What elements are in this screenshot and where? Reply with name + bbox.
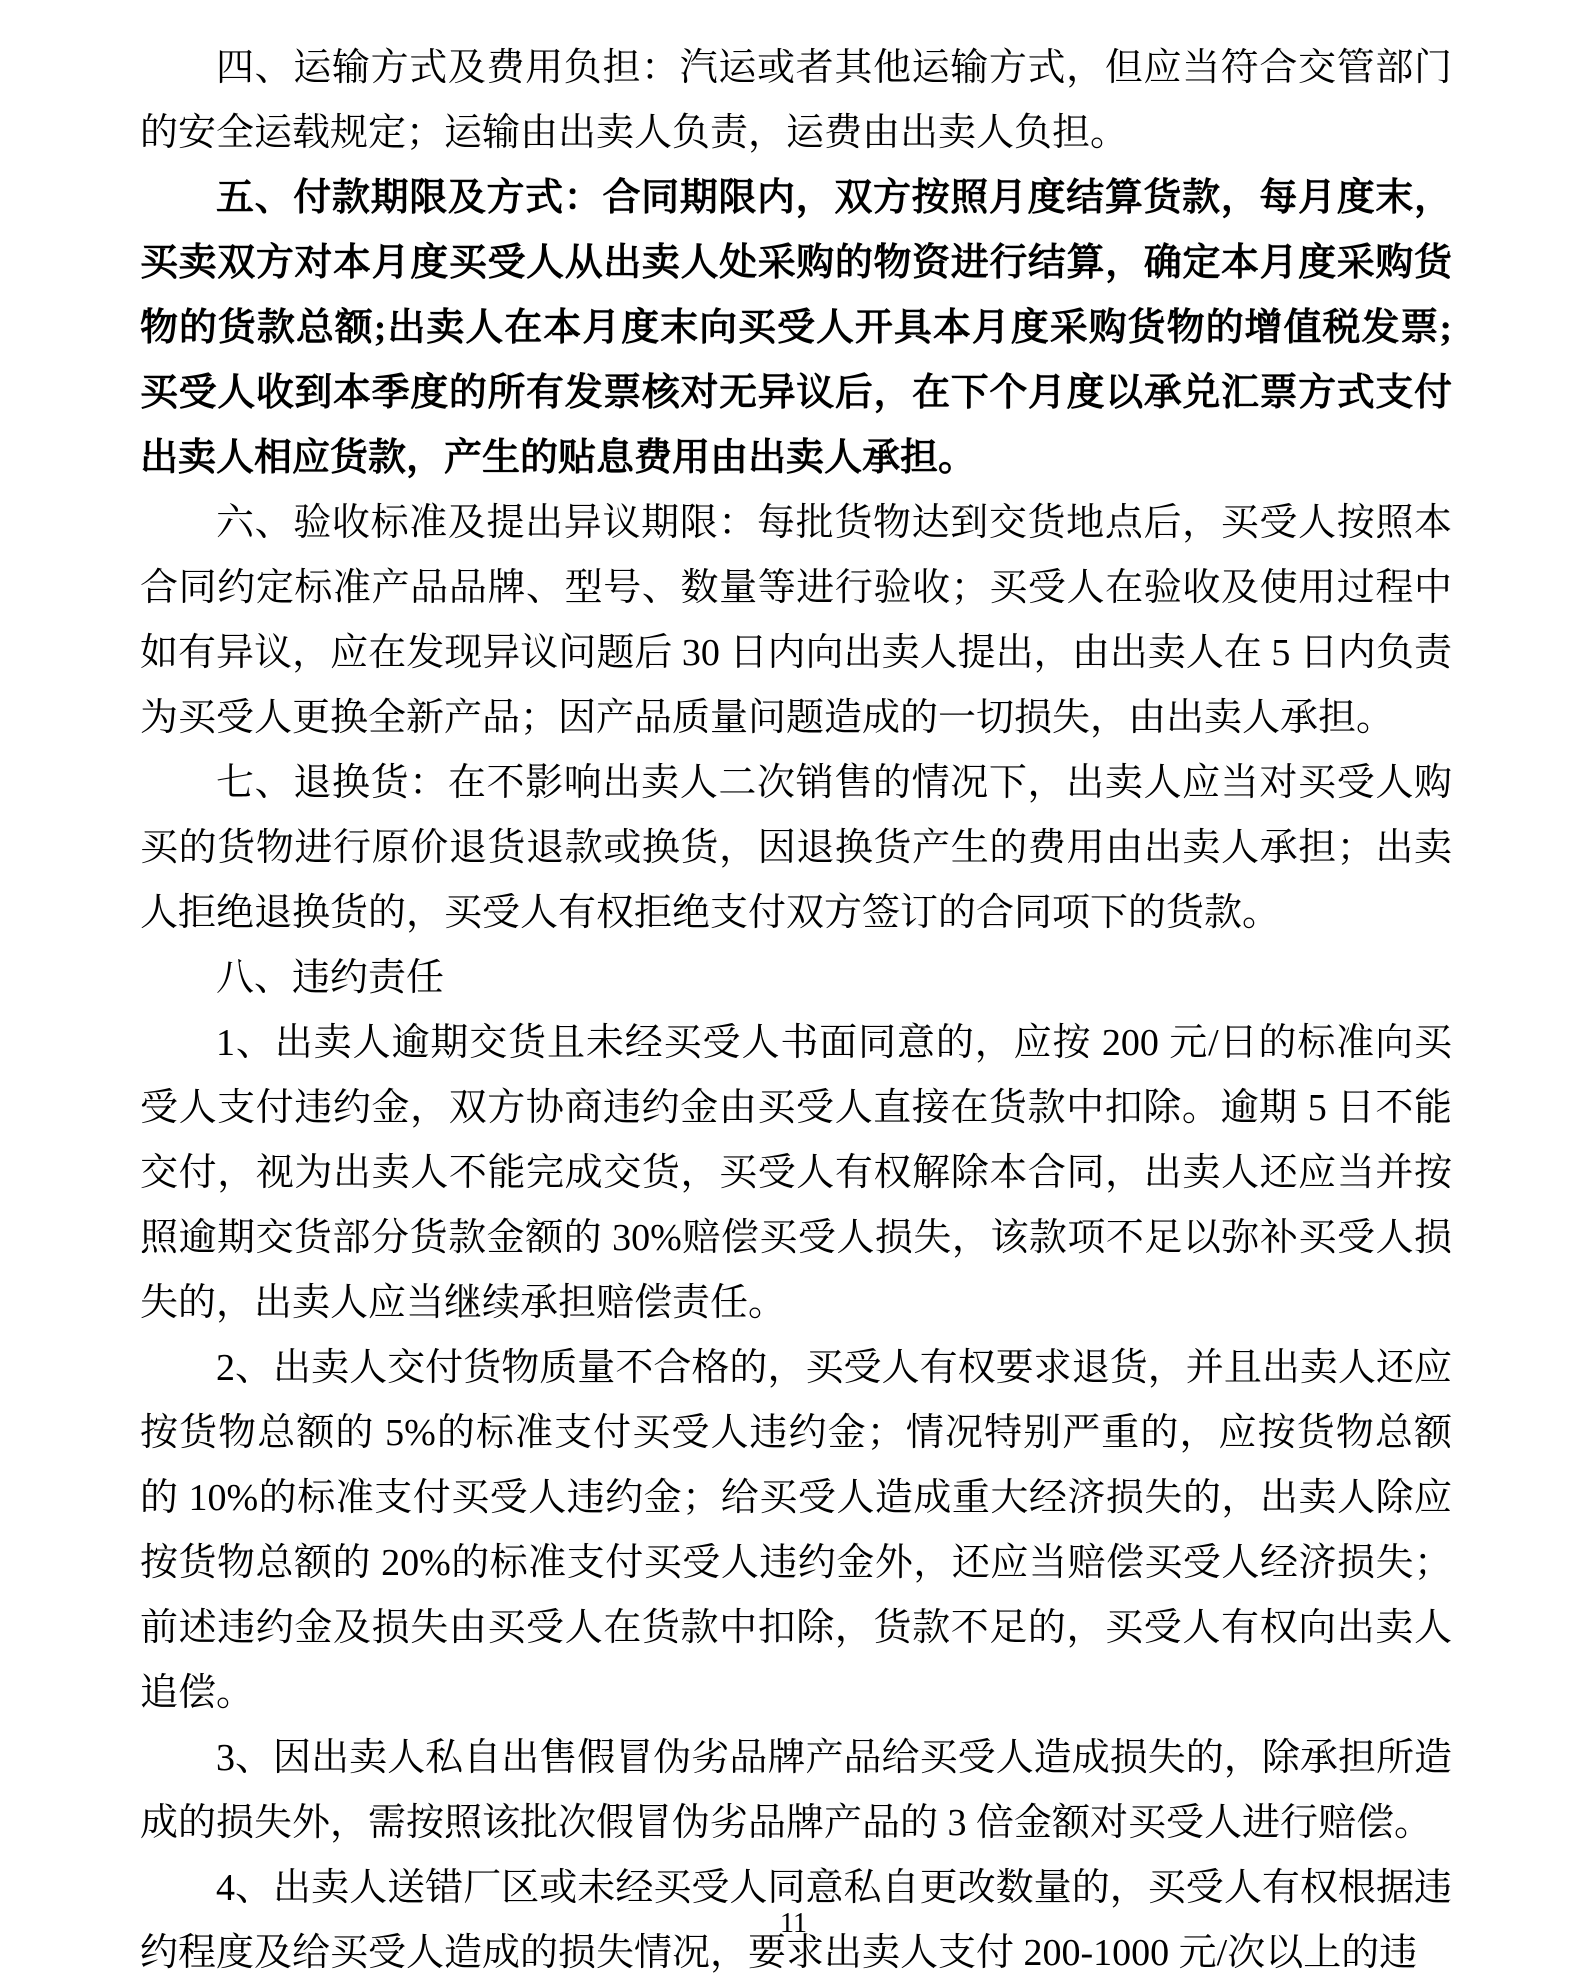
document-content [140,36,1452,1983]
breach-item-1: 1、出卖人逾期交货且未经买受人书面同意的，应按 200 元/日的标准向买受人支付违约金，双方协商违约金由买受人直接在货款中扣除。逾期 5 日不能交付，视为出卖人不能完成交货，买受人有权解除本合同，出卖人还应当并按照逾期交货部分货款金额的 30%赔偿买受人损失，该款项不足以弥补买受人损失的，出卖人应当继续承担赔偿责任。 [140,1022,1452,1324]
clause-7-returns: 七、退换货：在不影响出卖人二次销售的情况下，出卖人应当对买受人购买的货物进行原价退货退款或换货，因退换货产生的费用由出卖人承担；出卖人拒绝退换货的，买受人有权拒绝支付双方签订的合同项下的货款。 [140,762,1452,934]
clause-8-breach-heading: 八、违约责任 [216,957,445,999]
breach-item-4: 4、出卖人送错厂区或未经买受人同意私自更改数量的，买受人有权根据违约程度及给买受人造成的损失情况，要求出卖人支付 200-1000 元/次以上的违 [140,1867,1452,1974]
breach-item-2: 2、出卖人交付货物质量不合格的，买受人有权要求退货，并且出卖人还应按货物总额的 5%的标准支付买受人违约金；情况特别严重的，应按货物总额的 10%的标准支付买受人违约金；给买受人造成重大经济损失的，出卖人除应按货物总额的 20%的标准支付买受人违约金外，还应当赔偿买受人经济损失；前述违约金及损失由买受人在货款中扣除，货款不足的，买受人有权向出卖人追偿。 [140,1347,1452,1714]
clause-4-transport: 四、运输方式及费用负担：汽运或者其他运输方式，但应当符合交管部门的安全运载规定；运输由出卖人负责，运费由出卖人负担。 [140,47,1452,154]
clause-6-acceptance: 六、验收标准及提出异议期限：每批货物达到交货地点后，买受人按照本合同约定标准产品品牌、型号、数量等进行验收；买受人在验收及使用过程中如有异议，应在发现异议问题后 30 日内向出卖人提出，由出卖人在 5 日内负责为买受人更换全新产品；因产品质量问题造成的一切损失，由出卖人承担。 [140,502,1452,739]
clause-5-payment-terms: 五、付款期限及方式：合同期限内，双方按照月度结算货款，每月度末，买卖双方对本月度买受人从出卖人处采购的物资进行结算，确定本月度采购货物的货款总额;出卖人在本月度末向买受人开具本月度采购货物的增值税发票;买受人收到本季度的所有发票核对无异议后，在下个月度以承兑汇票方式支付出卖人相应货款，产生的贴息费用由出卖人承担。 [140,177,1452,479]
breach-item-3: 3、因出卖人私自出售假冒伪劣品牌产品给买受人造成损失的，除承担所造成的损失外，需按照该批次假冒伪劣品牌产品的 3 倍金额对买受人进行赔偿。 [140,1737,1452,1844]
page-number: 11 [780,1908,807,1939]
